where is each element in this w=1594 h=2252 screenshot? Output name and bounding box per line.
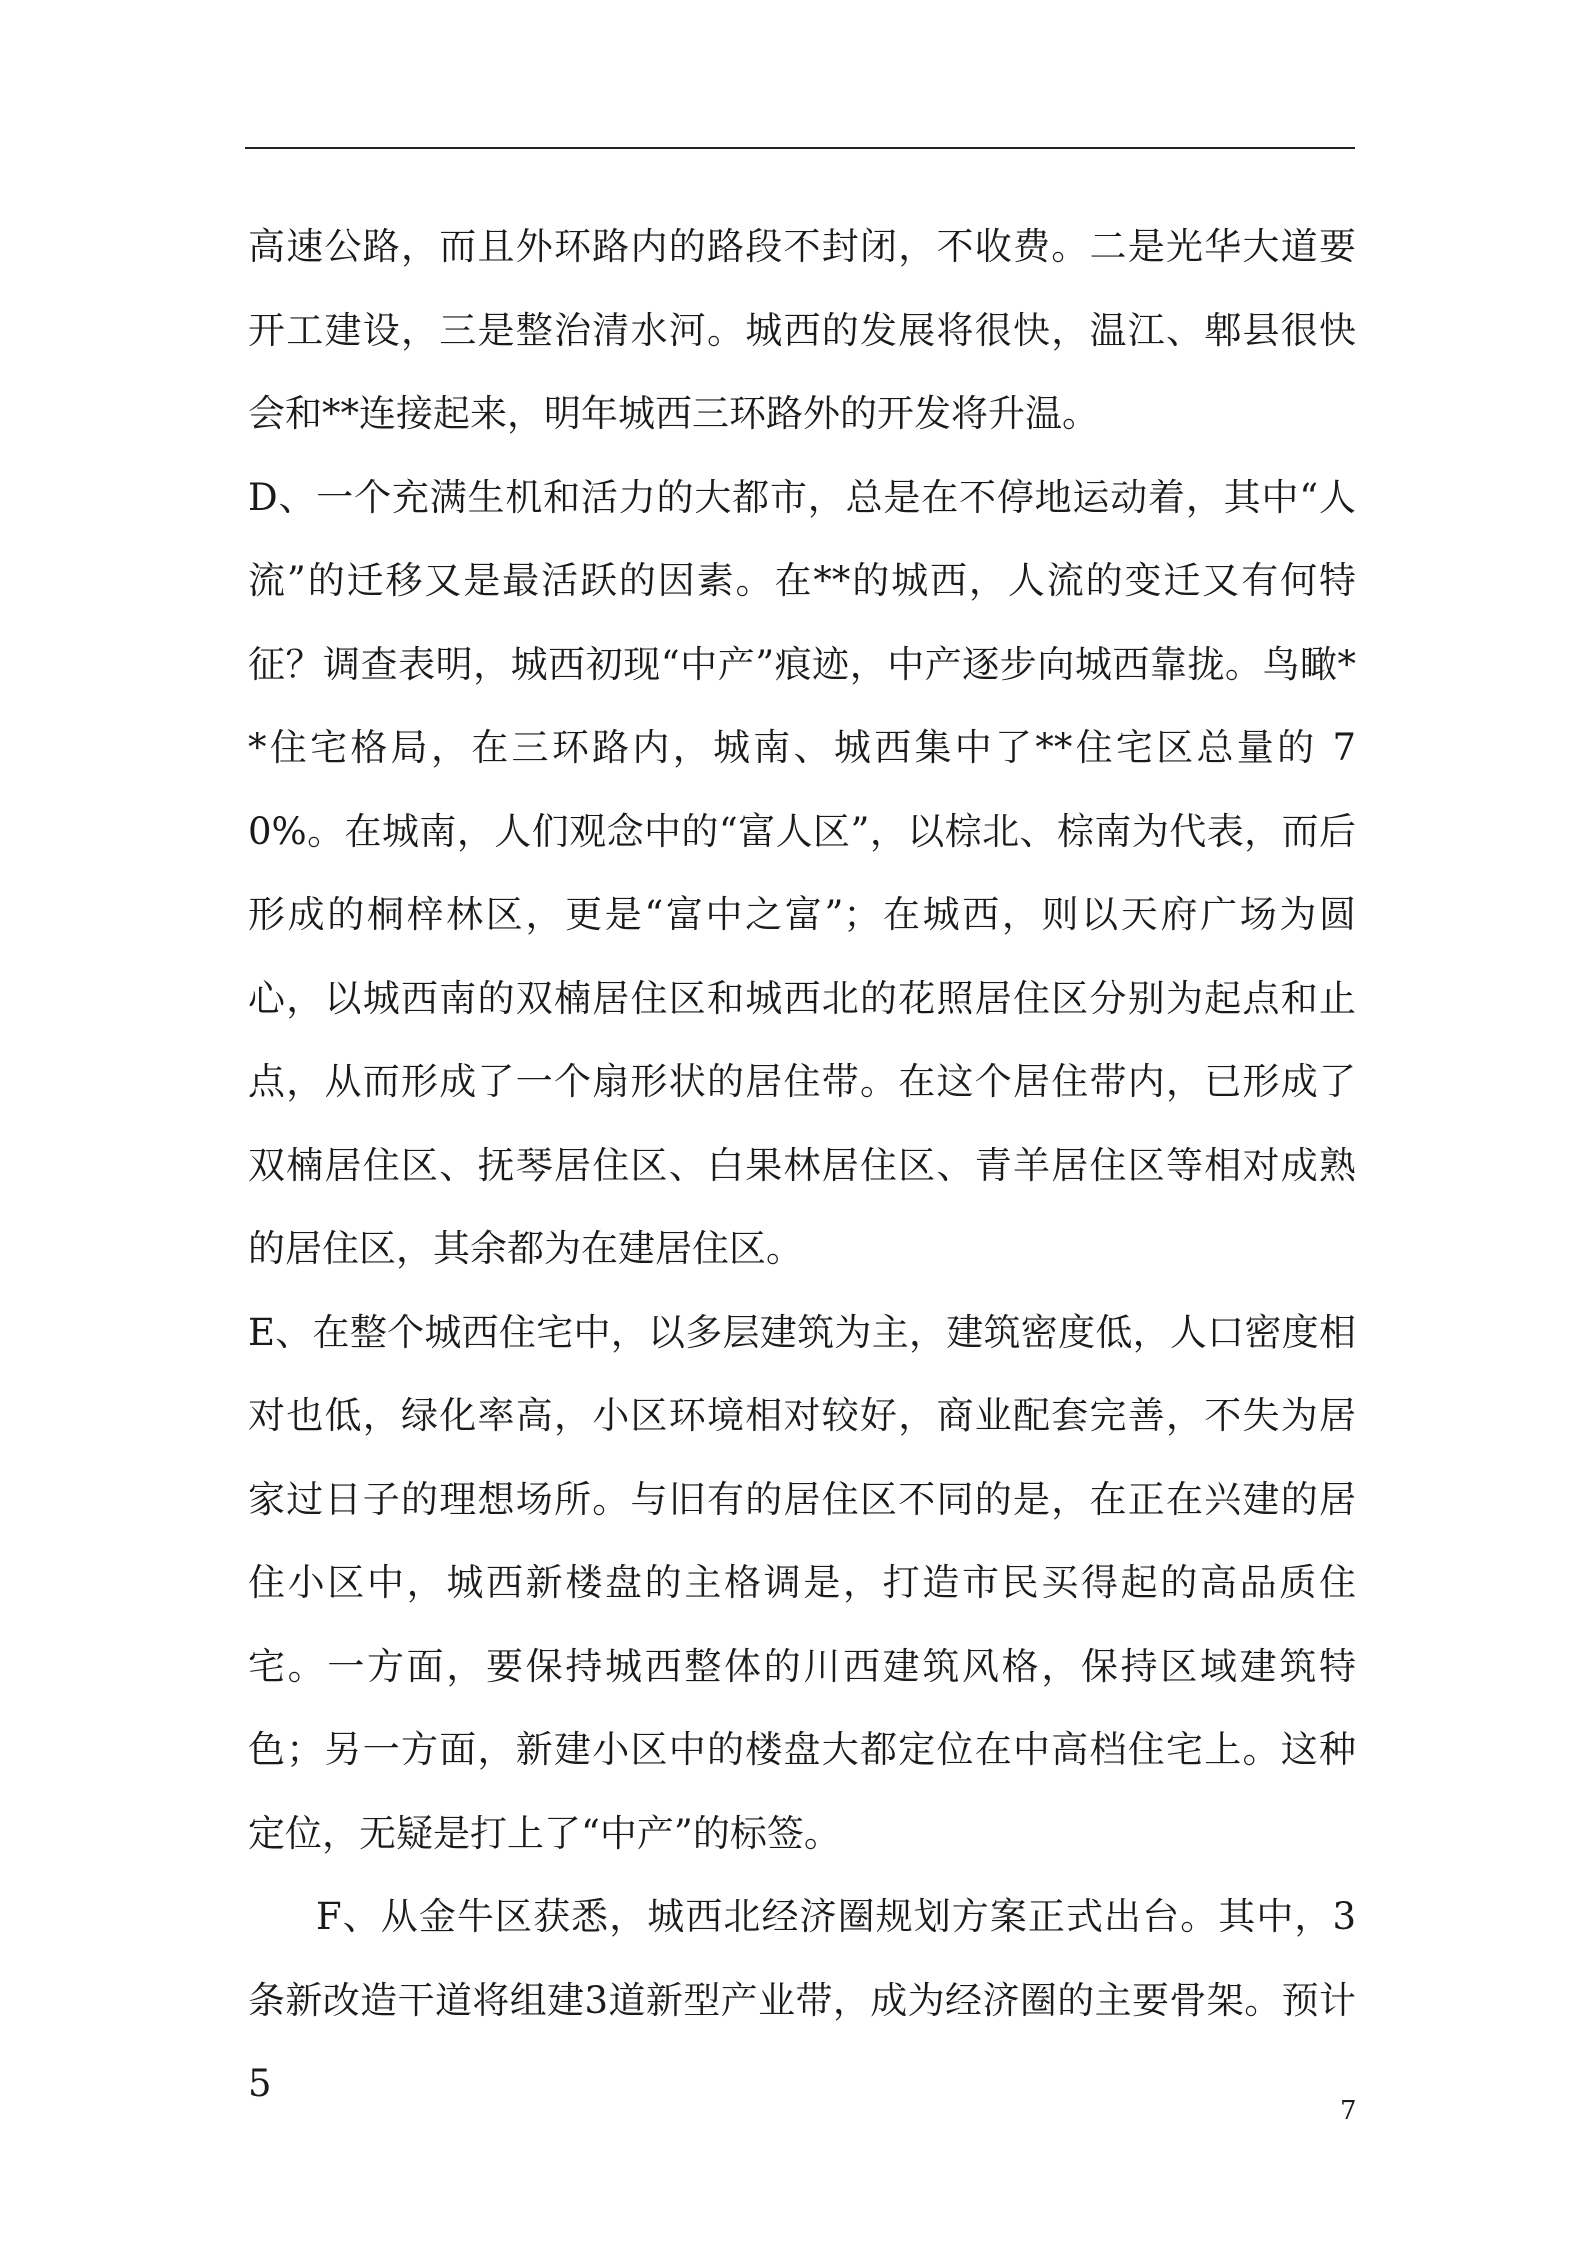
- paragraph-f: F、从金牛区获悉，城西北经济圈规划方案正式出台。其中，3条新改造干道将组建3道新型产业带，成为经济圈的主要骨架。预计5: [248, 1895, 1356, 2105]
- header-rule: [245, 147, 1355, 149]
- paragraph-e: E、在整个城西住宅中，以多层建筑为主，建筑密度低，人口密度相对也低，绿化率高，小区环境相对较好，商业配套完善，不失为居家过日子的理想场所。与旧有的居住区不同的是，在正在兴建的居住小区中，城西新楼盘的主格调是，打造市民买得起的高品质住宅。一方面，要保持城西整体的川西建筑风格，保持区域建筑特色；另一方面，新建小区中的楼盘大都定位在中高档住宅上。这种定位，无疑是打上了“中产”的标签。: [248, 1310, 1356, 1855]
- paragraph-continuation: 高速公路，而且外环路内的路段不封闭，不收费。二是光华大道要开工建设，三是整治清水河。城西的发展将很快，温江、郫县很快会和**连接起来，明年城西三环路外的开发将升温。: [248, 225, 1356, 435]
- paragraph-d: D、一个充满生机和活力的大都市，总是在不停地运动着，其中“人流”的迁移又是最活跃的因素。在**的城西，人流的变迁又有何特征？调查表明，城西初现“中产”痕迹，中产逐步向城西靠拢。鸟瞰**住宅格局，在三环路内，城南、城西集中了**住宅区总量的 70%。在城南，人们观念中的“富人区”，以棕北、棕南为代表，而后形成的桐梓林区，更是“富中之富”；在城西，则以天府广场为圆心，以城西南的双楠居住区和城西北的花照居住区分别为起点和止点，从而形成了一个扇形状的居住带。在这个居住带内，已形成了双楠居住区、抚琴居住区、白果林居住区、青羊居住区等相对成熟的居住区，其余都为在建居住区。: [248, 475, 1356, 1270]
- document-body: [248, 205, 1356, 2126]
- page-number: 7: [1340, 2096, 1357, 2126]
